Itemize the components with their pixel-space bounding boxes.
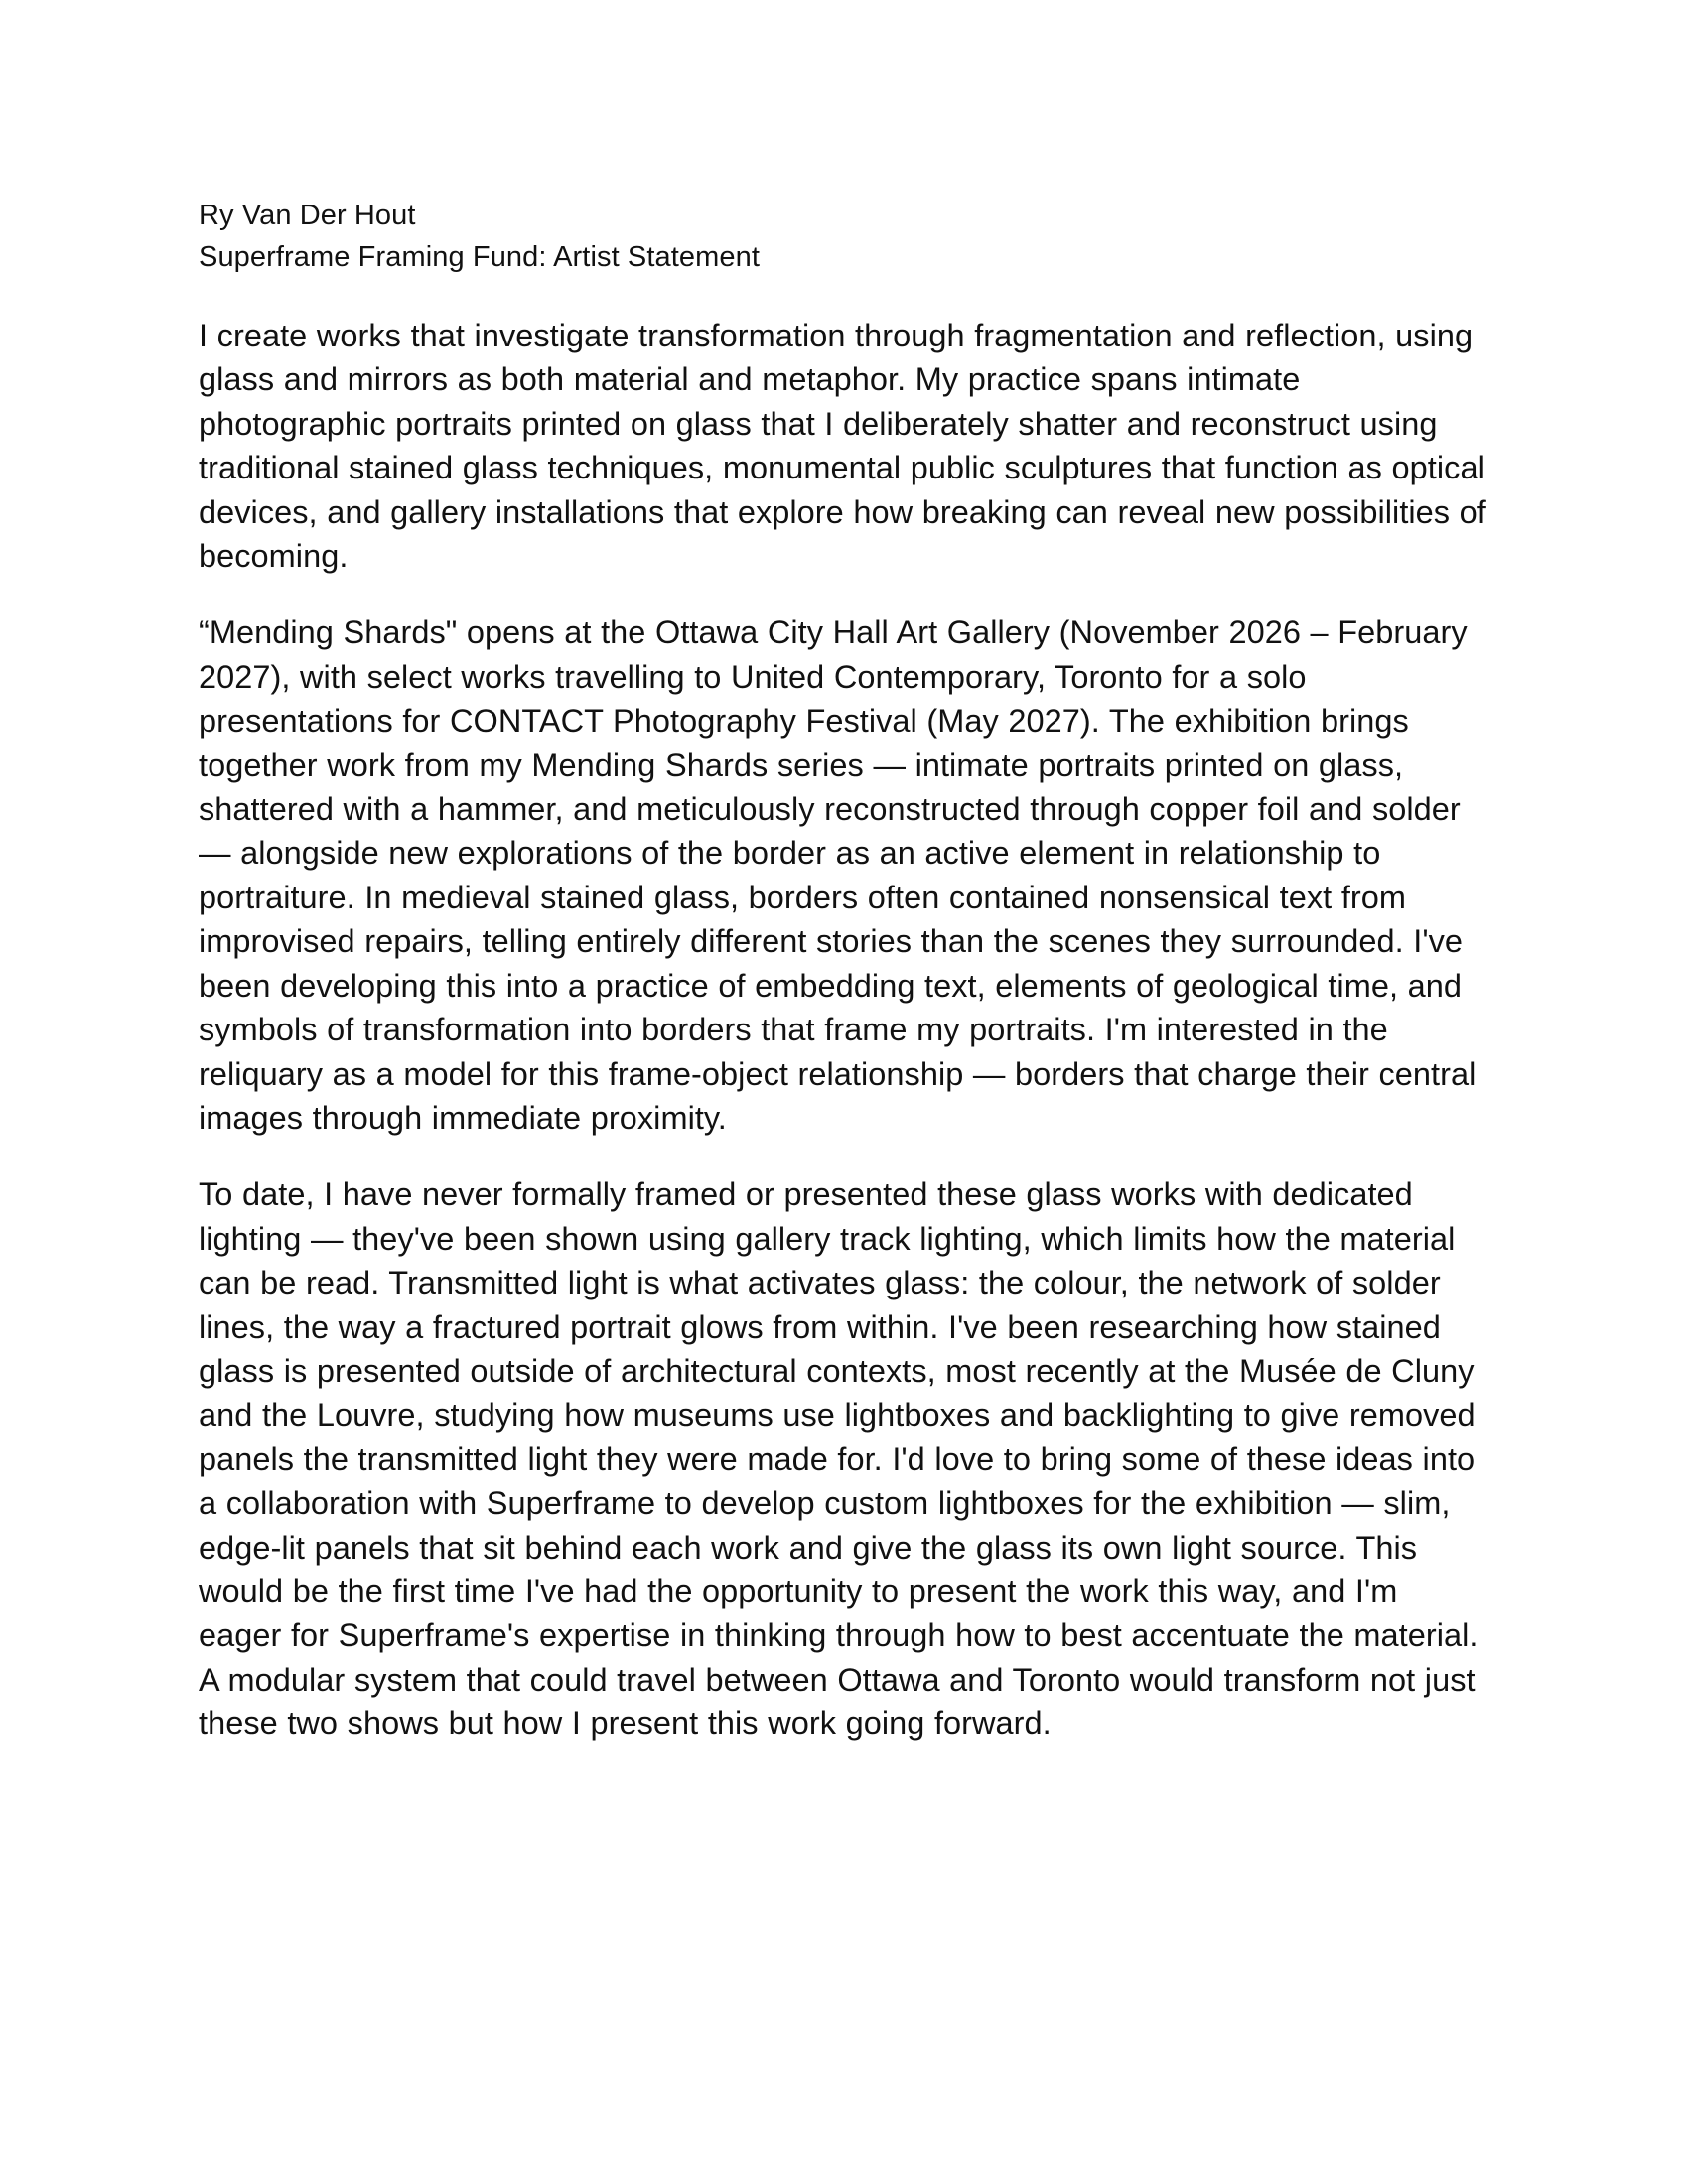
paragraph-exhibition: “Mending Shards" opens at the Ottawa City Hall Art Gallery (November 2026 – February 2027), with select works travelling to United Contemporary, Toronto for a solo presentations for CONTACT Photography Festival (May 2027). The exhibition brings together work from my Mending Shards series — intimate portraits printed on glass, shattered with a hammer, and meticulously reconstructed through copper foil and solder — alongside new explorations of the border as an active element in relationship to portraiture. In medieval stained glass, borders often contained nonsensical text from improvised repairs, telling entirely different stories than the scenes they surrounded. I've been developing this into a practice of embedding text, elements of geological time, and symbols of transformation into borders that frame my portraits. I'm interested in the reliquary as a model for this frame-object relationship — borders that charge their central images through immediate proximity.	[199, 614, 1477, 1136]
document-page	[199, 195, 1489, 1779]
paragraph-framing-request: To date, I have never formally framed or presented these glass works with dedicated lighting — they've been shown using gallery track lighting, which limits how the material can be read. Transmitted light is what activates glass: the colour, the network of solder lines, the way a fractured portrait glows from within. I've been researching how stained glass is presented outside of architectural contexts, most recently at the Musée de Cluny and the Louvre, studying how museums use lightboxes and backlighting to give removed panels the transmitted light they were made for. I'd love to bring some of these ideas into a collaboration with Superframe to develop custom lightboxes for the exhibition — slim, edge-lit panels that sit behind each work and give the glass its own light source. This would be the first time I've had the opportunity to present the work this way, and I'm eager for Superframe's expertise in thinking through how to best accentuate the material. A modular system that could travel between Ottawa and Toronto would transform not just these two shows but how I present this work going forward.	[199, 1176, 1478, 1742]
document-subtitle: Superframe Framing Fund: Artist Statement	[199, 241, 760, 273]
statement-body	[199, 314, 1489, 1746]
author-name: Ry Van Der Hout	[199, 200, 416, 231]
paragraph-practice: I create works that investigate transformation through fragmentation and reflection, using glass and mirrors as both material and metaphor. My practice spans intimate photographic portraits printed on glass that I deliberately shatter and reconstruct using traditional stained glass techniques, monumental public sculptures that function as optical devices, and gallery installations that explore how breaking can reveal new possibilities of becoming.	[199, 318, 1486, 575]
